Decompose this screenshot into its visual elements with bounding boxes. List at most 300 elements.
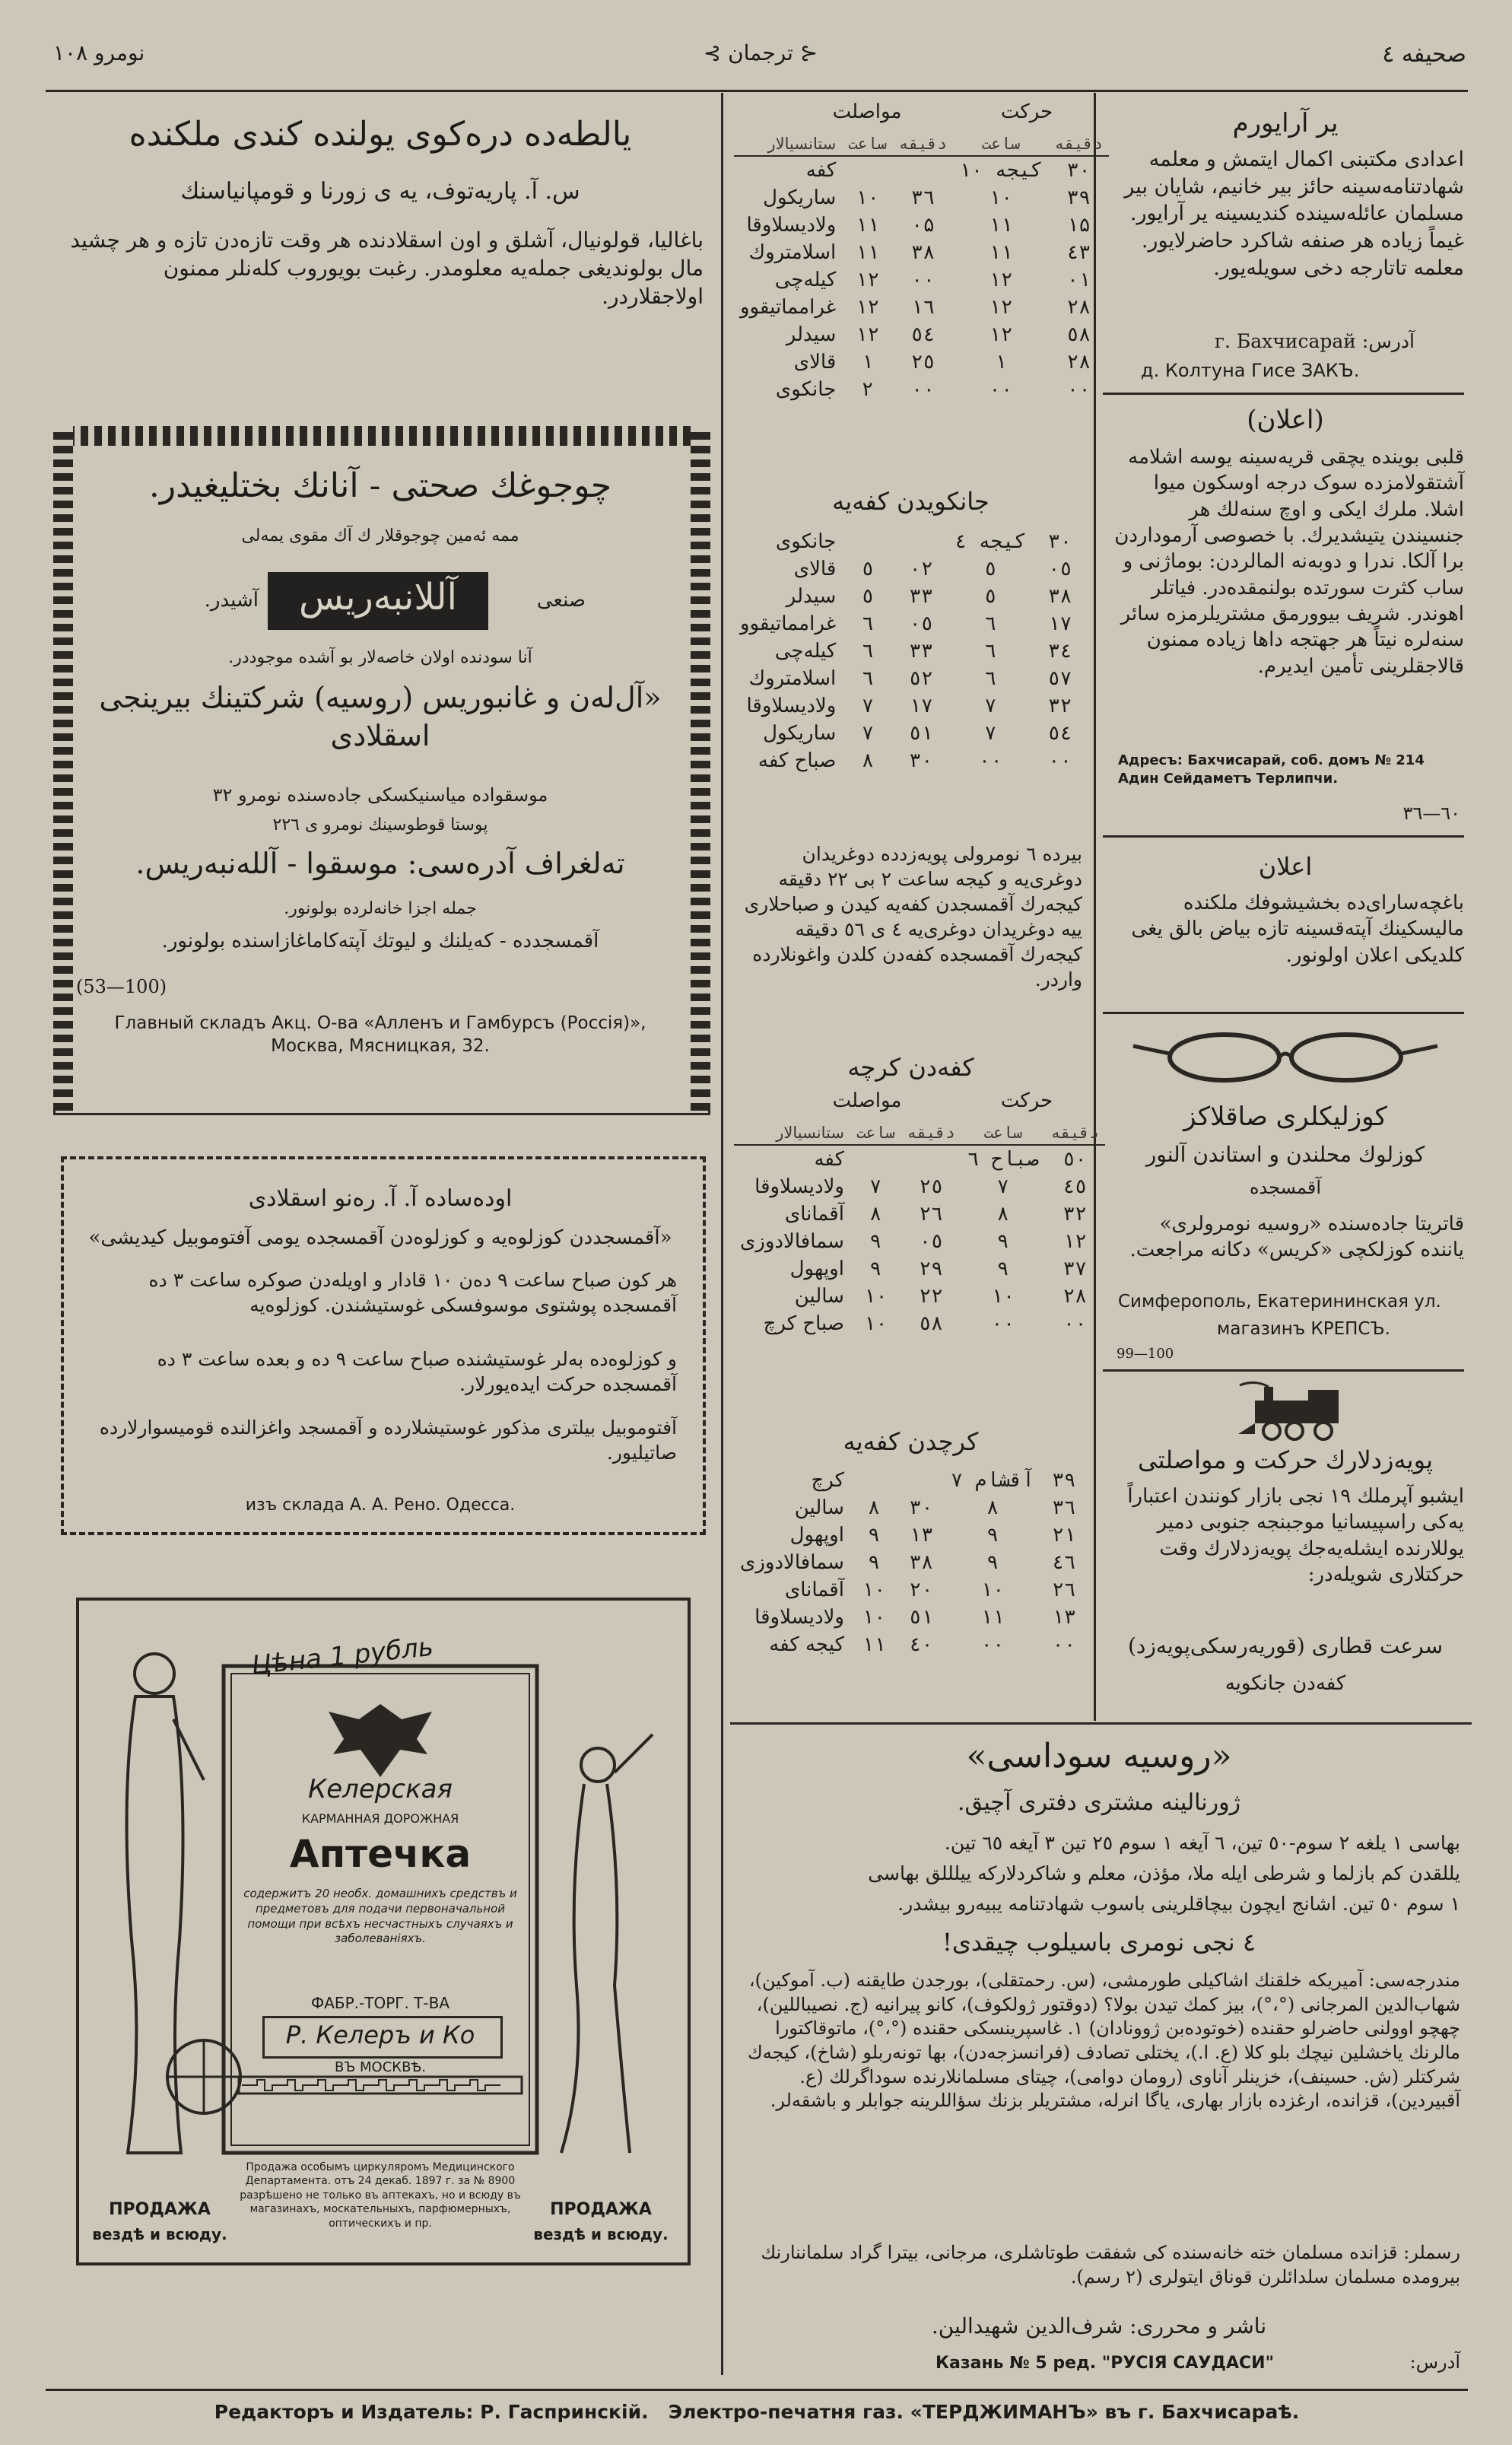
l-ad3-body1: «آقمسجددن کوزلوه‌یه و کوزلوه‌دن آقمسجده یومی آفتوموبیل کیدیشی» (88, 1226, 672, 1249)
station-name: ولادیسلاوقا (754, 1606, 844, 1629)
time-cell: ۲۸ (1066, 351, 1091, 374)
time-cell: ۱۱ (980, 1606, 1005, 1629)
l-ad1-body: باغالیا، قولونیال، آشلق و اون اسقلادنده هر وقت تازه‌دن تازه و هر چشید مال بولوندیغی جمله‌یه معلومدر. رغبت بویوروب کله‌نلر ممنون اولاجقلاردر. (70, 227, 704, 309)
header-title: ترجمان (728, 40, 793, 65)
col-stations: ستانسیالار (734, 1121, 850, 1145)
time-cell: ٥۱ (909, 722, 933, 745)
time-cell: ۳۷ (1063, 1257, 1087, 1280)
station-name: اوپهول (789, 1257, 844, 1280)
time-cell: ۳۸ (910, 241, 935, 264)
time-cell: ۳٦ (1052, 1496, 1076, 1519)
time-cell: ۰٥ (1047, 558, 1072, 580)
time-cell: ۱۱ (855, 214, 880, 237)
timetable-row (734, 610, 1088, 637)
time-cell: ۹ (869, 1230, 882, 1253)
time-cell: ۱ (995, 351, 1007, 374)
time-cell (842, 528, 893, 555)
time-cell: ٦ (862, 640, 874, 663)
time-cell: ۰۰ (910, 269, 935, 291)
timetable-row (734, 1283, 1105, 1310)
time-cell: ۱۰ (863, 1285, 888, 1308)
time-cell: ٥ (984, 558, 997, 580)
time-cell: ٥۸ (919, 1312, 943, 1335)
station-name: ولادیسلاوقا (754, 1175, 844, 1198)
timetable-row (734, 211, 1109, 239)
time-cell: ٦ (984, 667, 997, 690)
timetable-row (734, 1145, 1105, 1173)
timetable-row (734, 1576, 1088, 1604)
time-cell: ۹ (869, 1257, 882, 1280)
apteka-sale-l: ПРОДАЖА (109, 2200, 211, 2219)
timetable-row (734, 266, 1109, 294)
apteka-sale-r: ПРОДАЖА (550, 2200, 652, 2219)
station-name: سیدلر (786, 323, 837, 346)
time-cell: ٥ (984, 585, 997, 608)
station-name: صباح کفه (758, 749, 837, 772)
time-cell: ۸ (862, 749, 874, 772)
time-cell: ٦ (984, 612, 997, 635)
time-cell: ۹ (996, 1257, 1009, 1280)
col-dakika: دقیقه (901, 1121, 961, 1145)
time-cell: ۰۱ (1066, 269, 1091, 291)
time-cell: ۱۲ (989, 323, 1013, 346)
station-name: کیله‌چی (774, 269, 837, 291)
time-cell: ۹ (868, 1551, 880, 1574)
ad5-title: پویه‌زدلارك حرکت و مواصلتی (1138, 1445, 1433, 1474)
time-cell: ۲٥ (910, 351, 935, 374)
l-ad2-code: (53—100) (76, 976, 167, 997)
time-cell: ۱۱ (989, 214, 1013, 237)
station-name: غرامماتیقوو (740, 296, 837, 319)
timetable-row (734, 294, 1109, 321)
time-cell: ۱۲ (989, 296, 1013, 319)
apteka-sale-r2: вездѣ и всюду. (533, 2225, 669, 2243)
l-ad2-sub: ممه ئه‌مین چوجوقلار ك آك مقوی یمه‌لی (241, 526, 519, 545)
time-cell: ۳۲ (1063, 1203, 1087, 1226)
time-cell: ۳۲ (1047, 695, 1072, 717)
b-p3: رسملر: قزانده مسلمان خته خانه‌سنده کی شفقت طوتاشلری، مرجانی، بیترا گراد سلماننارنك بیرومده مسلمان سلدائلرن قوناق ایتولری (۲ رسم). (761, 2242, 1460, 2288)
time-cell: ۱۱ (855, 241, 880, 264)
time-cell: ۳۰ (909, 1496, 933, 1519)
station-name: کفه (814, 1148, 844, 1171)
time-cell: ۰۰ (980, 1633, 1005, 1656)
time-cell: ۱۷ (909, 695, 933, 717)
time-cell (850, 1467, 897, 1494)
l-ad2-word-l: آشیدر. (204, 589, 259, 612)
b-content: مندرجه‌سی: آمیریکه خلقنك اشاکیلی طورمشی، (س. رحمتقلی)، بورجدن طایقنه (ب. آموکین)، شهاب‌الدین المرجانی (°،°)، بیز کمك تیدن بولا؟ (دوقتور ژولکوف)، کانو پیرانیه (ج. نصیباللین)، چهچو اوولنی حاضرلو حقنده (خوتوده‌بن ژوونادان) ۱. غاسپرینسکی حقنده (°،°)، ماتوقاکتورا مالرنك یاخشلین نیچك بلو کلا (ع. ا.)، یختلی تصادف (فرانسزجه‌دن)، بها تونه‌ربلو (شاخ)، کیجه‌ك شرکتلر (ش. حسینف)، خزینلر آناوی (رومان دوامی)، چیتای مسلمانلارنده سوداگرلك (ع. آقبیردین)، قزانده، ارغزده بازار بهاری، یاگا انرله، مشتریلر بزنك سؤاللرینه جوابلر و باشقه‌لر. (747, 1970, 1460, 2112)
rule-r3 (1103, 1012, 1464, 1014)
time-cell: ٥٤ (1047, 722, 1072, 745)
time-cell: ۲۲ (919, 1285, 943, 1308)
t3-title: کفه‌دن کرچه (847, 1053, 974, 1082)
station-name: جانکوی (775, 378, 837, 401)
station-name: اسلامتروك (748, 667, 837, 690)
ad4-title: کوزلیکلری صاقلاکز (1183, 1102, 1387, 1132)
col-dakika: دقیقه (1049, 132, 1109, 156)
time-cell: کیجه ۱۰ (959, 159, 1043, 182)
l-ad2-ru: Главный складъ Акц. О-ва «Алленъ и Гамбурсъ (Россія)», Москва, Мясницкая, 32. (114, 1013, 646, 1057)
time-cell: ۱۲ (1063, 1230, 1087, 1253)
l-ad3-ru: изъ склада А. А. Рено. Одесса. (245, 1496, 516, 1515)
time-cell: ۸ (869, 1203, 882, 1226)
l-ad2-pharm: جمله اجزا خانه‌لرده بولونور. (284, 899, 477, 918)
b-p2: ۱ سوم ٥۰ تین. اشانج ایچون بیچاقلرینی باسوب شهادتنامه یبیه‌رو بیشدر. (897, 1893, 1460, 1915)
timetable-2 (734, 528, 1088, 774)
time-cell: ۰۰ (991, 1312, 1015, 1335)
time-cell (901, 1145, 961, 1173)
time-cell: ۰۲ (909, 558, 933, 580)
ad1-title: یر آرایورم (1232, 108, 1339, 138)
time-cell: ۳۸ (909, 1551, 933, 1574)
time-cell: ۳۳ (909, 640, 933, 663)
station-name: قالای (793, 351, 837, 374)
station-name: کیله‌چی (774, 640, 837, 663)
ad4-code: 99—100 (1117, 1346, 1174, 1362)
station-name: سالین (794, 1496, 844, 1519)
ad4-ru1: Симферополь, Екатерининская ул. (1118, 1292, 1441, 1312)
time-cell: ۱٦ (910, 296, 935, 319)
time-cell: ٦ (984, 640, 997, 663)
footer-rule (46, 2389, 1468, 2391)
eyeglasses-icon (1126, 1023, 1445, 1092)
time-cell: ۲۸ (1066, 296, 1091, 319)
ad5-body: ایشبو آپرملك ۱۹ نجی بازار کونندن اعتباراً یه‌کی راسپیسانیا موجبنجه جنوبی دمیر یوللارنده ایشله‌یه‌جك پویه‌زدلارك وقت حرکتلاری شویله‌در: (1127, 1485, 1464, 1586)
ornament-left-icon: ⊰ (799, 40, 818, 65)
time-cell: ٤۰ (909, 1633, 933, 1656)
time-cell: ۰۰ (1063, 1312, 1087, 1335)
time-cell: ٦ (862, 612, 874, 635)
t2-title: جانکویدن کفه‌یه (832, 487, 989, 516)
time-cell: ۹ (986, 1551, 999, 1574)
rule-r2 (1103, 835, 1464, 838)
timetable-row (734, 239, 1109, 266)
time-cell: ۱۰ (855, 186, 880, 209)
time-cell: ۱۰ (991, 1285, 1015, 1308)
apteka-kind: КАРМАННАЯ ДОРОЖНАЯ (301, 1811, 459, 1826)
ad4-sub: کوزلوك محلندن و استاندن آلنور (1145, 1142, 1425, 1167)
time-cell: ۱ (861, 351, 874, 374)
timetable-row (734, 321, 1109, 348)
header-right: صحیفه ٤ (1382, 41, 1466, 68)
time-cell (893, 156, 953, 184)
time-cell: ۲۸ (1063, 1285, 1087, 1308)
apteka-permit: Продажа особымъ циркуляромъ Медицинского Департамента. отъ 24 декаб. 1897 г. за № 8900 разрѣшено не только въ аптекахъ, но и всюду въ магазинахъ, москательныхъ, парфюмерныхъ, оптическихъ и пр. (240, 2161, 521, 2230)
timetable-row (734, 1549, 1088, 1576)
ad2-code: ٦٠—٣٦ (1402, 803, 1460, 824)
time-cell: ۲٦ (919, 1203, 943, 1226)
l-ad2-tel: ته‌لغراف آدره‌سی: موسقوا - آلله‌نبه‌ریس. (135, 847, 625, 880)
mid-head-muvasalat: مواصلت (832, 100, 902, 123)
time-cell: ۱۰ (989, 186, 1013, 209)
time-cell: ۱۱ (862, 1633, 886, 1656)
station-name: اوپهول (789, 1524, 844, 1547)
timetable-row (734, 1200, 1105, 1228)
timetable-row (734, 1521, 1088, 1549)
time-cell: ۷ (984, 722, 997, 745)
timetable-row (734, 184, 1109, 211)
timetable-row (734, 1494, 1088, 1521)
time-cell: ۳۰ (909, 749, 933, 772)
timetable-row (734, 1173, 1105, 1200)
time-cell: ۱۱ (989, 241, 1013, 264)
station-name: کرچ (811, 1469, 844, 1492)
time-cell: ۰٥ (909, 612, 933, 635)
timetable-3 (734, 1121, 1105, 1337)
locomotive-icon (1225, 1381, 1354, 1442)
station-name: آقمانای (784, 1203, 844, 1226)
timetable-row (734, 348, 1109, 376)
l-ad2-line: آنا سودنده اولان خاصه‌لار بو آشده موجوددر. (228, 648, 532, 667)
timetable-row (734, 637, 1088, 665)
ad3-title: اعلان (1258, 852, 1313, 881)
border-ornament (53, 426, 73, 1111)
timetable-row (734, 1604, 1088, 1631)
l-ad1-title: یالطه‌ده دره‌کوی یولنده کندی ملکنده (129, 115, 632, 154)
t4-title: کرچدن کفه‌یه (843, 1427, 979, 1456)
footer-text: Редакторъ и Издатель: Р. Гаспринскій. Электро-печатня газ. «ТЕРДЖИМАНЪ» въ г. Бахчисараѣ. (214, 2401, 1300, 2423)
time-cell: ۱۰ (980, 1579, 1005, 1601)
station-name: جانکوی (775, 530, 837, 553)
col-saat: ساعت (842, 132, 893, 156)
station-name: سیدلر (786, 585, 837, 608)
apteka-city: ВЪ МОСКВѢ. (334, 2059, 427, 2075)
header-rule (46, 90, 1468, 92)
station-name: سمافالادوزی (740, 1230, 844, 1253)
timetable-row (734, 720, 1088, 747)
apteka-firm2: Р. Келеръ и Ко (285, 2021, 475, 2049)
time-cell: ۰۰ (1066, 378, 1091, 401)
l-ad1-sub: س. آ. پاریه‌توف، یه ی زورنا و قومپانیاسنك (180, 178, 580, 205)
ad5-sub: سرعت قطاری (قوریه‌رسکی‌پویه‌زد) (1127, 1633, 1444, 1658)
time-cell: ۱۷ (1047, 612, 1072, 635)
l-ad2-addr2: پوستا قوطوسینك نومرو ی ۲۲٦ (272, 816, 488, 835)
time-cell: ۱۲ (855, 323, 880, 346)
timetable-row (734, 376, 1109, 403)
timetable-1 (734, 132, 1109, 403)
mid-head-hareket: حرکت (1000, 100, 1053, 123)
b-price: بهاسی ۱ یلغه ۲ سوم-٥۰ تین، ٦ آیغه ۱ سوم ۲٥ تین ۳ آیغه ٦٥ تین. (944, 1832, 1460, 1854)
apteka-price: Цѣна 1 рубль (249, 1631, 435, 1681)
station-name: ولادیسلاوقا (746, 695, 837, 717)
time-cell: ۱۰ (862, 1579, 886, 1601)
col-dakika: دقیقه (893, 132, 953, 156)
l-ad3-body2: هر کون صباح ساعت ۹ ده‌ن ۱۰ قادار و اویله‌دن صوکره ساعت ۳ ده آقمسجده پوشتوی موسوفسکی غوستیشندن. کوزلوه‌یه (148, 1269, 677, 1316)
col-stations: ستانسیالار (734, 132, 842, 156)
station-name: سمافالادوزی (740, 1551, 844, 1574)
station-name: اسلامتروك (748, 241, 837, 264)
time-cell: ۱۳ (1052, 1606, 1076, 1629)
rule-r4 (1103, 1369, 1464, 1372)
apteka-name: Келерская (308, 1774, 453, 1804)
time-cell (897, 1467, 945, 1494)
time-cell: ۳٦ (910, 186, 935, 209)
station-name: ساریکول (763, 186, 837, 209)
station-name: ساریکول (763, 722, 837, 745)
timetable-4-rows (734, 1467, 1088, 1658)
time-cell (850, 1145, 901, 1173)
l-ad3-title: اوده‌ساده آ. آ. ره‌نو اسقلادی (248, 1185, 513, 1212)
border-ornament (53, 426, 710, 446)
time-cell: ۸ (996, 1203, 1009, 1226)
time-cell: کیجه ٤ (955, 530, 1027, 553)
station-name: کفه (805, 159, 837, 182)
timetable-row (734, 555, 1088, 583)
l-ad2-word-r: صنعی (536, 589, 586, 612)
time-cell: ۲۱ (1052, 1524, 1076, 1547)
time-cell: ۰۰ (1047, 749, 1072, 772)
timetable-row (734, 692, 1088, 720)
ad3-body: باغچه‌سارای‌ده بخشیشوفك ملکنده مالیسکینك آپته‌قسینه تازه بیاض بالق یغی کلدیکی اعلان اولونور. (1131, 892, 1464, 967)
b-publisher: ناشر و محرری: شرف‌الدین شهیدالین. (931, 2313, 1267, 2338)
l-ad3-body3: و کوزلوه‌ده بەلر غوستیشنده صباح ساعت ۹ ده و بعده ساعت ۳ ده آقمسجده حرکت ایده‌یورلار. (157, 1348, 677, 1395)
divider-mid (721, 93, 723, 2375)
time-cell: ۷ (862, 722, 874, 745)
time-cell: ۱۲ (989, 269, 1013, 291)
time-cell: ۱۰ (863, 1312, 888, 1335)
apteka-firm: ФАБР.-ТОРГ. Т-ВА (310, 1994, 450, 2012)
timetable-row (734, 528, 1088, 555)
station-name: قالای (793, 558, 837, 580)
time-cell: ۹ (868, 1524, 880, 1547)
time-cell: آقشام ۷ (951, 1469, 1034, 1492)
ad5-sub2: کفه‌دن جانکویه (1225, 1672, 1346, 1695)
apteka-desc: содержитъ 20 необх. домашнихъ средствъ и предметовъ для подачи первоначальной помощи при всѣхъ несчастныхъ случаяхъ и заболеваніяхъ. (243, 1887, 517, 1946)
time-cell: ۰۰ (1052, 1633, 1076, 1656)
time-cell: ۰۰ (910, 378, 935, 401)
ad4-body: قاتریتا جاده‌سنده «روسیه نومرولری» یاننده کوزلکچی «کریس» دکانه مراجعت. (1129, 1213, 1464, 1262)
ad1-addr: آدرس: г. Бахчисарай (1214, 330, 1415, 352)
time-cell: ٥۷ (1047, 667, 1072, 690)
timetable-row (734, 583, 1088, 610)
time-cell: ٤٦ (1052, 1551, 1076, 1574)
ad4-ru2: магазинъ КРЕПСЪ. (1217, 1319, 1390, 1339)
ad1-body: اعدادی مکتبنی اکمال ایتمش و معلمه شهادتنامه‌سینه حائز بیر خانیم، شایان بیر مسلمان عائله‌سینده کندیسینه یر آرایور. غیماً زیاده هر صنفه شاکرد حاضرلایور. معلمه تاتارجه دخی سویله‌یور. (1124, 148, 1464, 280)
b-addr-ru: Казань № 5 ред. "РУСІЯ САУДАСИ" (935, 2354, 1275, 2373)
time-cell: ٥۱ (909, 1606, 933, 1629)
t3-head-muvasalat: مواصلت (832, 1089, 902, 1112)
timetable-1-rows (734, 156, 1109, 403)
time-cell: ۳۸ (1047, 585, 1072, 608)
time-cell: ۳۰ (1066, 159, 1091, 182)
timetable-3-rows (734, 1145, 1105, 1337)
l-ad2-company: «آل‌لەن و غانبوریس (روسیه) شرکتینك بیرینجی اسقلادی (99, 681, 662, 753)
l-ad3-body4: آفتوموبیل بیلتری مذکور غوستیشلارده و آقمسجد واغزالنده قومیسوارلارده صاتیلیور. (99, 1416, 677, 1464)
col-saat: ساعت (961, 1121, 1045, 1145)
b-addr-label: آدرس: (1409, 2351, 1460, 2373)
time-cell: ۳۹ (1066, 186, 1091, 209)
b-sub: ژورنالینه مشتری دفتری آچیق. (957, 1789, 1241, 1816)
time-cell: ۹ (986, 1524, 999, 1547)
l-ad2-brand: آللانبه‌ریس (299, 576, 457, 618)
time-cell: ۸ (868, 1496, 880, 1519)
timetable-row (734, 1255, 1105, 1283)
station-name: سالین (794, 1285, 844, 1308)
time-cell: ۰۰ (989, 378, 1013, 401)
col-saat: ساعت (850, 1121, 901, 1145)
ad2-body: قلبی بوینده یچقی قریه‌سینه یوسه اشلامه آشتقولامزده سوک درجه اوسکون میوا اشلا. ملرك ایکی و اوچ سنه‌لك هر جنسیندن یتیشدیرك. با خصوصی آرموداردن برا آلکا. ندرا و دوبه‌نه المالردن: بوماژنی و ساب کثرت سورتده بولنمقده‌در. فیاتلر اهوندر. شریف بیوورمق مشتریلرمزه سائر سنه‌لره نیتاً هر جهتجه داها زیاده ممنون قالاجقلرینی تأمین ایدیرم. (1114, 446, 1464, 678)
time-cell: ٥۸ (1066, 323, 1091, 346)
timetable-row (734, 1228, 1105, 1255)
apteka-sale-l2: вездѣ и всюду. (92, 2225, 227, 2243)
time-cell: ٥۲ (909, 667, 933, 690)
time-cell: ۹ (996, 1230, 1009, 1253)
time-cell: ۷ (984, 695, 997, 717)
border-ornament (691, 426, 710, 1111)
ad2-addr: Адресъ: Бахчисарай, соб. домъ № 214 Адин Сейдаметъ Терлипчи. (1118, 752, 1425, 787)
timetable-2-rows (734, 528, 1088, 774)
time-cell: ۱۲ (855, 296, 880, 319)
time-cell: ۰۵ (910, 214, 935, 237)
ad1-addr2: д. Колтуна Гисе ЗАКЪ. (1141, 360, 1360, 381)
time-cell: ۷ (862, 695, 874, 717)
l-ad2-addr1: موسقواده میاسنیکسکی جاده‌سنده نومرو ۳۲ (212, 784, 548, 806)
l-ad2-local: آقمسجدده - کەیلنك و لیوتك آپته‌کا‌ماغازاسنده بولونور. (161, 930, 599, 952)
time-cell: ۳۰ (1047, 530, 1072, 553)
ad2-title: (اعلان) (1247, 405, 1324, 435)
station-name: غرامماتیقوو (740, 612, 837, 635)
time-cell: ٥ (862, 558, 874, 580)
time-cell: ۳۳ (909, 585, 933, 608)
time-cell: ۰۰ (978, 749, 1002, 772)
time-cell: ٥ (862, 585, 874, 608)
time-cell: ٥۰ (1063, 1148, 1087, 1171)
station-name: صباح کرچ (763, 1312, 844, 1335)
time-cell: ۲ (861, 378, 874, 401)
b-sub2: ٤ نجی نومری باسیلوب چیقدی! (942, 1928, 1256, 1957)
time-cell: ٤۳ (1066, 241, 1091, 264)
time-cell: ۷ (996, 1175, 1009, 1198)
header-left: نومرو ۱۰۸ (53, 40, 145, 65)
time-cell: ۳٤ (1047, 640, 1072, 663)
time-cell: ۱۰ (862, 1606, 886, 1629)
time-cell (894, 528, 949, 555)
rule-r1 (1103, 393, 1464, 395)
timetable-row (734, 156, 1109, 184)
col-dakika: دقیقه (1045, 1121, 1105, 1145)
timetable-row (734, 747, 1088, 774)
time-cell: ۲٥ (919, 1175, 943, 1198)
header-center (662, 40, 859, 68)
t3-head-hareket: حرکت (1000, 1089, 1053, 1112)
timetable-row (734, 1467, 1088, 1494)
time-cell: ۱۵ (1066, 214, 1091, 237)
time-cell: ۲۹ (919, 1257, 943, 1280)
time-cell: ۸ (986, 1496, 999, 1519)
station-name: ولادیسلاوقا (746, 214, 837, 237)
time-cell: ۰٥ (919, 1230, 943, 1253)
time-cell: ۱۲ (855, 269, 880, 291)
time-cell (842, 156, 893, 184)
timetable-4 (734, 1467, 1088, 1658)
timetable-row (734, 1310, 1105, 1337)
station-name: کیجه کفه (769, 1633, 844, 1656)
station-name: آقمانای (784, 1579, 844, 1601)
rule-bottom-ad (730, 1722, 1472, 1725)
time-cell: ۳۹ (1052, 1469, 1076, 1492)
time-cell: ٤٥ (1063, 1175, 1087, 1198)
col-saat: ساعت (953, 132, 1049, 156)
b-p1: یللقدن کم بازلما و شرطی ایله ملا، مؤذن، معلم و شاکردلارکه ییلللق بهاسی (868, 1862, 1460, 1884)
b-title: «روسیه سوداسی» (966, 1737, 1232, 1776)
ad4-sub2: آقمسجده (1249, 1177, 1322, 1198)
time-cell: صباح ٦ (967, 1148, 1039, 1171)
l-ad2-title: چوجوغك صحتی - آنانك بختلیغیدر. (148, 466, 612, 505)
ornament-right-icon: ⊱ (703, 40, 722, 65)
time-cell: ٥٤ (910, 323, 935, 346)
timetable-row (734, 1631, 1088, 1658)
timetable-row (734, 665, 1088, 692)
time-cell: ۱۳ (909, 1524, 933, 1547)
